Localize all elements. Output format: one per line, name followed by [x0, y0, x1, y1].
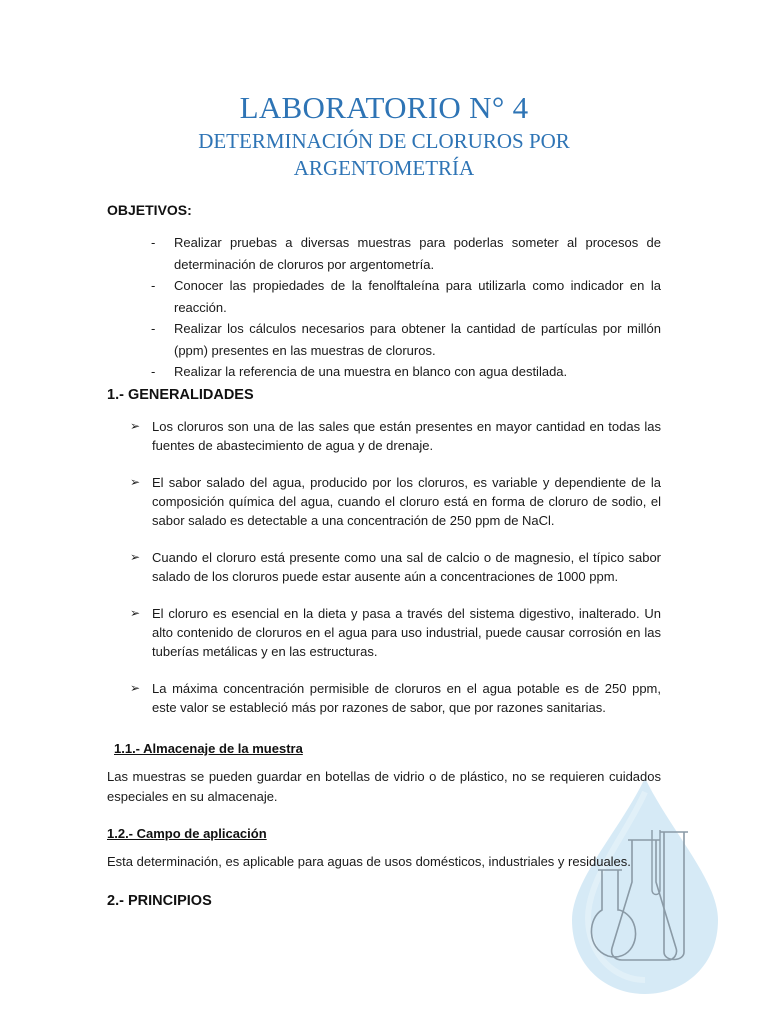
campo-paragraph: Esta determinación, es aplicable para aguas de usos domésticos, industriales y residuales.: [107, 854, 631, 869]
generalidades-item: ➢ El cloruro es esencial en la dieta y pasa a través del sistema digestivo, inalterado. Un alto contenido de cloruros en el agua para uso industrial, puede causar corrosión en las tuberías metálicas y en las estructuras.: [130, 606, 661, 659]
objective-item: - Realizar pruebas a diversas muestras para poderlas someter al procesos de determinación de cloruros por argentometría.: [151, 232, 661, 275]
subtitle-line-2: ARGENTOMETRÍA: [293, 156, 475, 180]
generalidades-item: ➢ Cuando el cloruro está presente como una sal de calcio o de magnesio, el típico sabor salado de los cloruros puede estar ausente aún a concentraciones de 1000 ppm.: [130, 550, 661, 584]
page-subtitle: [0, 128, 768, 182]
subtitle-line-1: DETERMINACIÓN DE CLORUROS POR: [198, 129, 570, 153]
generalidades-item: ➢ Los cloruros son una de las sales que están presentes en mayor cantidad en todas las fuentes de abastecimiento de agua y de drenaje.: [130, 419, 661, 453]
arrow-bullet-icon: ➢: [130, 606, 141, 620]
dash-bullet: -: [151, 321, 156, 336]
page-title: LABORATORIO N° 4: [239, 90, 529, 125]
arrow-bullet-icon: ➢: [130, 419, 141, 433]
arrow-bullet-icon: ➢: [130, 475, 141, 489]
dash-bullet: -: [151, 278, 156, 293]
objectives-heading: OBJETIVOS:: [107, 202, 192, 218]
arrow-bullet-icon: ➢: [130, 681, 141, 695]
generalidades-item: ➢ El sabor salado del agua, producido por los cloruros, es variable y dependiente de la composición química del agua, cuando el cloruro está en forma de cloruro de sodio, el sabor salado es detectable a una concentración de 250 ppm de NaCl.: [130, 475, 661, 528]
dash-bullet: -: [151, 235, 156, 250]
principios-heading: 2.- PRINCIPIOS: [107, 893, 212, 909]
almacenaje-paragraph: Las muestras se pueden guardar en botellas de vidrio o de plástico, no se requieren cuidados especiales en su almacenaje.: [107, 769, 661, 804]
generalidades-heading: 1.- GENERALIDADES: [107, 387, 254, 403]
objectives-list: [151, 232, 661, 383]
dash-bullet: -: [151, 364, 156, 379]
objective-item: - Realizar la referencia de una muestra en blanco con agua destilada.: [151, 361, 661, 383]
generalidades-list: [130, 417, 661, 717]
objective-item: - Conocer las propiedades de la fenolftaleína para utilizarla como indicador en la reacción.: [151, 275, 661, 318]
almacenaje-heading: 1.1.- Almacenaje de la muestra: [114, 741, 303, 756]
arrow-bullet-icon: ➢: [130, 550, 141, 564]
objective-item: - Realizar los cálculos necesarios para obtener la cantidad de partículas por millón (ppm) presentes en las muestras de cloruros.: [151, 318, 661, 361]
campo-heading: 1.2.- Campo de aplicación: [107, 826, 267, 841]
generalidades-item: ➢ La máxima concentración permisible de cloruros en el agua potable es de 250 ppm, este valor se estableció más por razones de sabor, que por razones sanitarias.: [130, 681, 661, 715]
